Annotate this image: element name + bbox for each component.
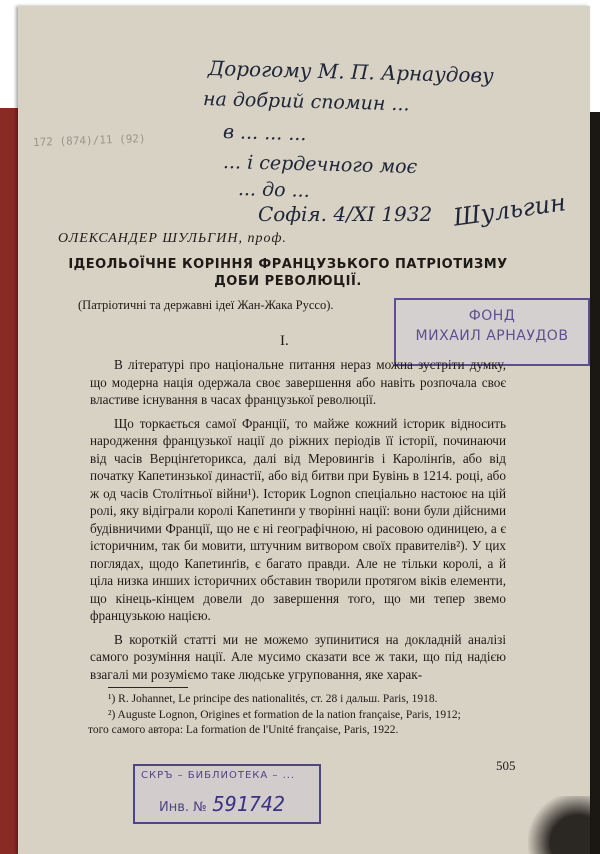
inventory-stamp — [133, 764, 321, 824]
inventory-stamp-row — [159, 792, 285, 816]
article-title-line-1: ІДЕОЛЬОЇЧНЕ КОРІННЯ ФРАНЦУЗЬКОГО ПАТРІОТИЗМУ — [68, 257, 508, 272]
dedication-line-4: ... і сердечного моє — [222, 151, 418, 179]
footnote-2: ²) Auguste Lognon, Origines et formation de la nation française, Paris, 1912; — [108, 708, 461, 721]
book-cover-edge — [0, 108, 20, 854]
dedication-line-3: в ... ... ... — [222, 121, 307, 146]
page-number: 505 — [496, 758, 516, 773]
fond-stamp-line-2: МИХАИЛ АРНАУДОВ — [415, 328, 569, 344]
page-corner-shadow — [528, 796, 590, 854]
section-number: I. — [280, 333, 289, 349]
article-title — [58, 256, 518, 290]
inventory-number: 591742 — [212, 792, 285, 816]
footnote-divider — [108, 687, 188, 688]
paragraph: В літературі про національне питання нераз можна зустріти думку, що модерна нація одержала своє завершення або навіть розпочала своє властиве існування в часах французької революції. — [90, 357, 506, 407]
footnote-2-continued: того самого автора: La formation de l'Unité française, Paris, 1922. — [88, 724, 399, 736]
footnotes — [88, 692, 518, 739]
dedication-line-5: ... до ... — [237, 178, 311, 202]
article-subtitle: (Патріотичні та державні ідеї Жан-Жака Руссо). — [78, 298, 334, 312]
article-author: ОЛЕКСАНДЕР ШУЛЬГИН, проф. — [58, 231, 287, 246]
inventory-label: Инв. № — [159, 800, 207, 815]
paragraph: Що торкається самої Франції, то майже кожний історик відносить народження французької нації до ріжних періодів її історії, починаючи від часів Верцінґеторикса, далі від Меровингів і Каролінґів, або від початку Капетинзької династії, або від битви при Бувінь в 1214. році, або ж од часів Столітньої війни¹). Історик Lognon спеціально настоює на цій ролі, яку відіграли королі Капетинґи у творінні нації: вони були дійсними будівничими Франції, що не є ні географічною, ні расовою одиницею, а є історичним, так би мовити, штучним витвором своїх правителів²). У цих поглядах, щодо Капетинґів, є багато правди. Але не тільки королі, а й ціла низка инших історичних обставин творили протягом віків елементи, що кінець-кінцем довели до завершення того, що ми тепер звемо французькою нацією. — [90, 415, 506, 623]
pencil-shelf-mark: 172 (874)/11 (92) — [32, 132, 146, 149]
dedication-line-2: на добрий спомин ... — [202, 88, 410, 116]
article-body — [90, 356, 506, 689]
article-title-line-2: ДОБИ РЕВОЛЮЦІЇ. — [214, 274, 362, 289]
footnote-1: ¹) R. Johannet, Le principe des nationalités, ст. 28 і дальш. Paris, 1918. — [108, 693, 438, 705]
document-page — [18, 6, 590, 854]
author-signature: Шульгин — [451, 188, 568, 232]
dedication-line-1: Дорогому М. П. Арнаудову — [207, 56, 495, 88]
dedication-date: Софія. 4/XI 1932 — [258, 202, 433, 226]
paragraph: В короткій статті ми не можемо зупинитися на докладній аналізі самого розуміння нації. Але мусимо сказати все ж таки, що під надією взагалі ми розуміємо таке людське угруповання, яке харак- — [90, 631, 506, 682]
fond-stamp-line-1: ФОНД — [468, 308, 516, 324]
inventory-stamp-library: СКРЪ – БИБЛИОТЕКА – ... — [141, 770, 296, 781]
